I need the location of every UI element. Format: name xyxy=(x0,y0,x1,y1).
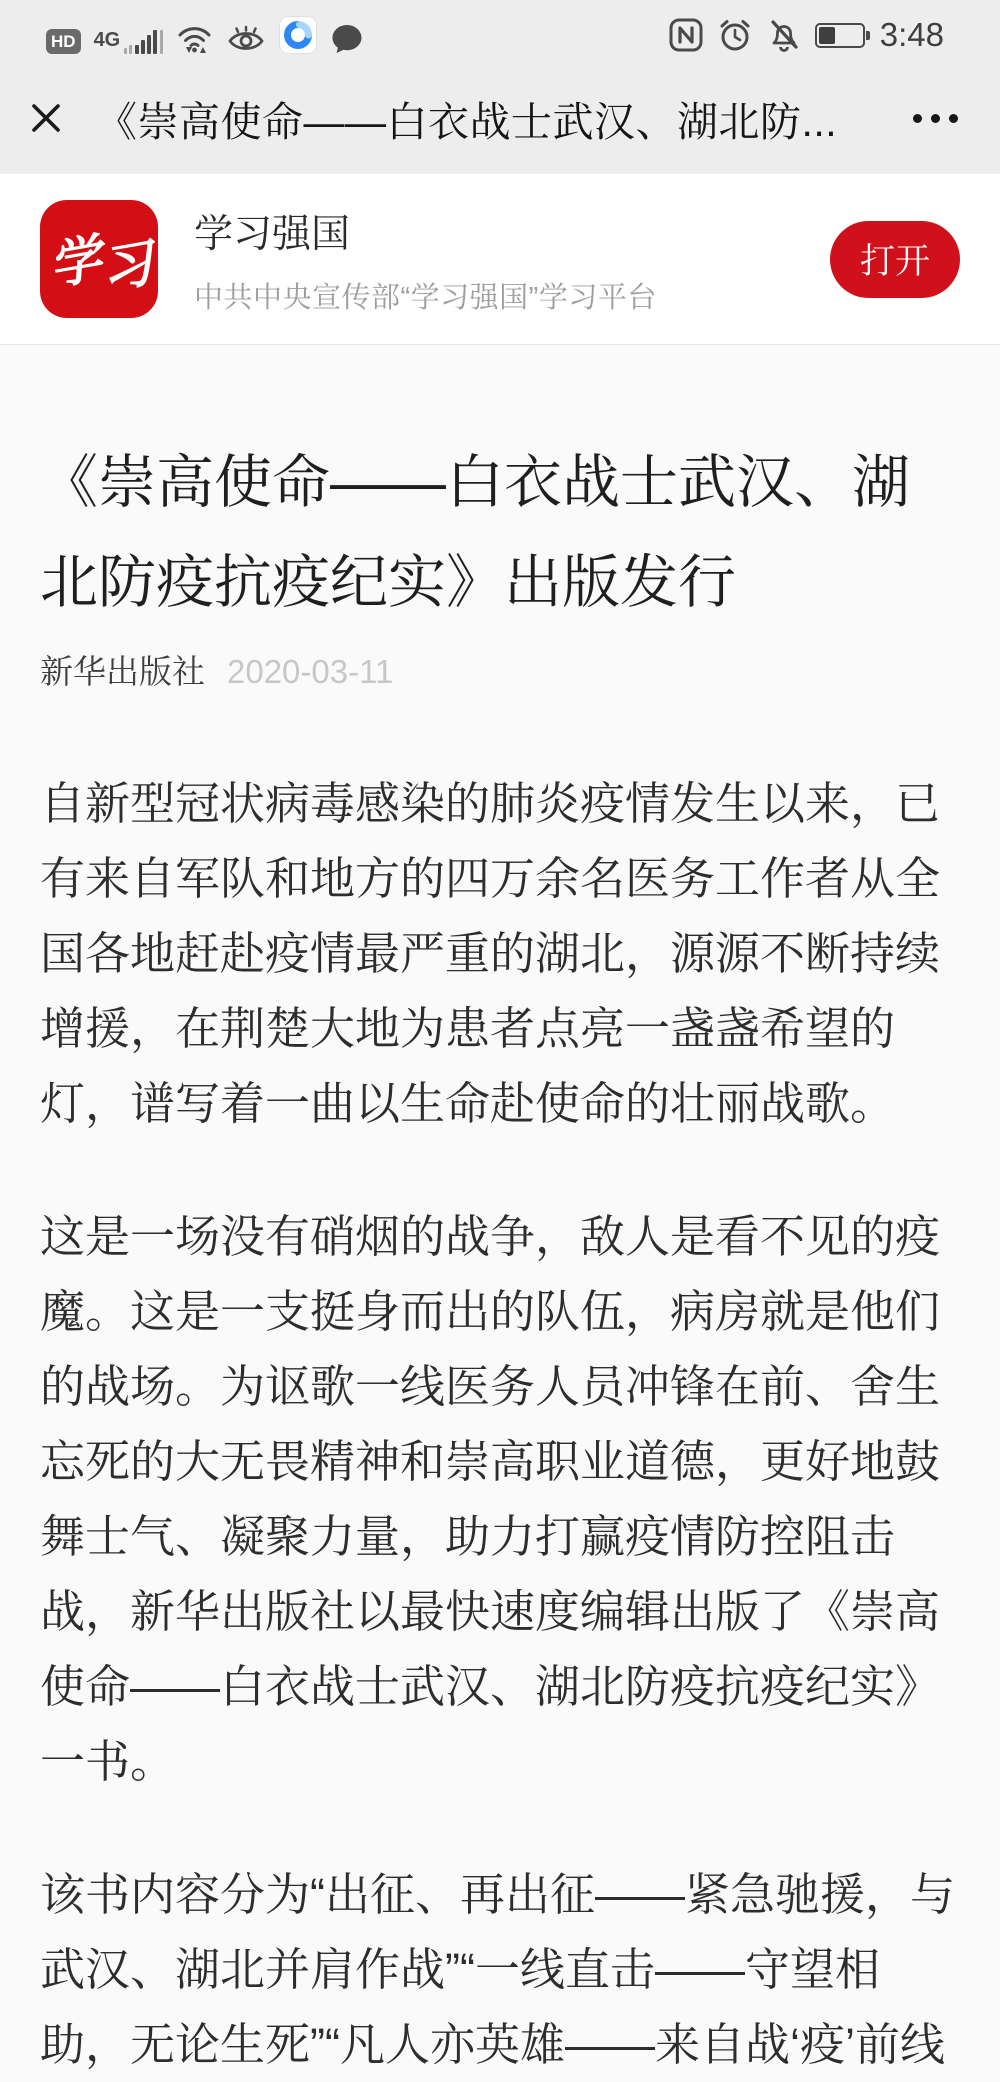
mute-bell-icon xyxy=(766,17,802,53)
app-info xyxy=(194,203,657,316)
signal-bar-extra-icon xyxy=(160,30,163,54)
nfc-icon xyxy=(668,17,704,53)
eye-comfort-icon xyxy=(226,24,266,54)
article-byline xyxy=(40,653,960,691)
alarm-clock-icon xyxy=(717,17,753,53)
logo-calligraphy: 学习 xyxy=(44,229,156,300)
xuexi-qiangguo-logo xyxy=(40,200,158,318)
app-name: 学习强国 xyxy=(194,212,351,256)
wifi-icon xyxy=(176,23,213,54)
signal-bars-secondary-icon xyxy=(124,45,132,54)
status-bar-left xyxy=(46,16,364,54)
status-bar-right xyxy=(668,16,944,54)
article-source: 新华出版社 xyxy=(40,653,205,690)
article-date: 2020-03-11 xyxy=(227,653,394,690)
signal-bars-icon xyxy=(135,30,157,54)
close-icon[interactable] xyxy=(26,98,66,138)
app-description: 中共中央宣传部“学习强国”学习平台 xyxy=(194,281,657,314)
article-content xyxy=(0,344,1000,2082)
status-bar xyxy=(0,0,1000,62)
article-paragraph: 自新型冠状病毒感染的肺炎疫情发生以来，已有来自军队和地方的四万余名医务工作者从全国各地赶赴疫情最严重的湖北，源源不断持续增援，在荆楚大地为患者点亮一盏盏希望的灯，谱写着一曲以生命赴使命的壮丽战歌。 xyxy=(40,778,941,1129)
hd-icon: HD xyxy=(46,29,81,54)
network-type-label: 4G xyxy=(93,29,121,51)
battery-icon xyxy=(815,23,865,48)
cellular-signal-icon xyxy=(94,30,164,54)
app-download-banner xyxy=(0,174,1000,344)
article-paragraph: 该书内容分为“出征、再出征——紧急驰援，与武汉、湖北并肩作战”“一线直击——守望相助，无论生死”“凡人亦英雄——来自战‘疫’前线 xyxy=(40,1869,955,2070)
webview-title-bar xyxy=(0,62,1000,174)
page-title: 《崇高使命——白衣战士武汉、湖北防... xyxy=(96,98,838,145)
open-app-button[interactable]: 打开 xyxy=(830,221,960,298)
messages-bubble-icon xyxy=(330,23,364,54)
browser-app-icon xyxy=(279,16,317,54)
more-menu-icon[interactable] xyxy=(913,104,958,133)
article-paragraph: 这是一场没有硝烟的战争，敌人是看不见的疫魔。这是一支挺身而出的队伍，病房就是他们的战场。为讴歌一线医务人员冲锋在前、舍生忘死的大无畏精神和崇高职业道德，更好地鼓舞士气、凝聚力量，助力打赢疫情防控阻击战，新华出版社以最快速度编辑出版了《崇高使命——白衣战士武汉、湖北防疫抗疫纪实》一书。 xyxy=(40,1211,941,1787)
article-title: 《崇高使命——白衣战士武汉、湖北防疫抗疫纪实》出版发行 xyxy=(40,450,911,615)
clock-time: 3:48 xyxy=(879,16,944,53)
